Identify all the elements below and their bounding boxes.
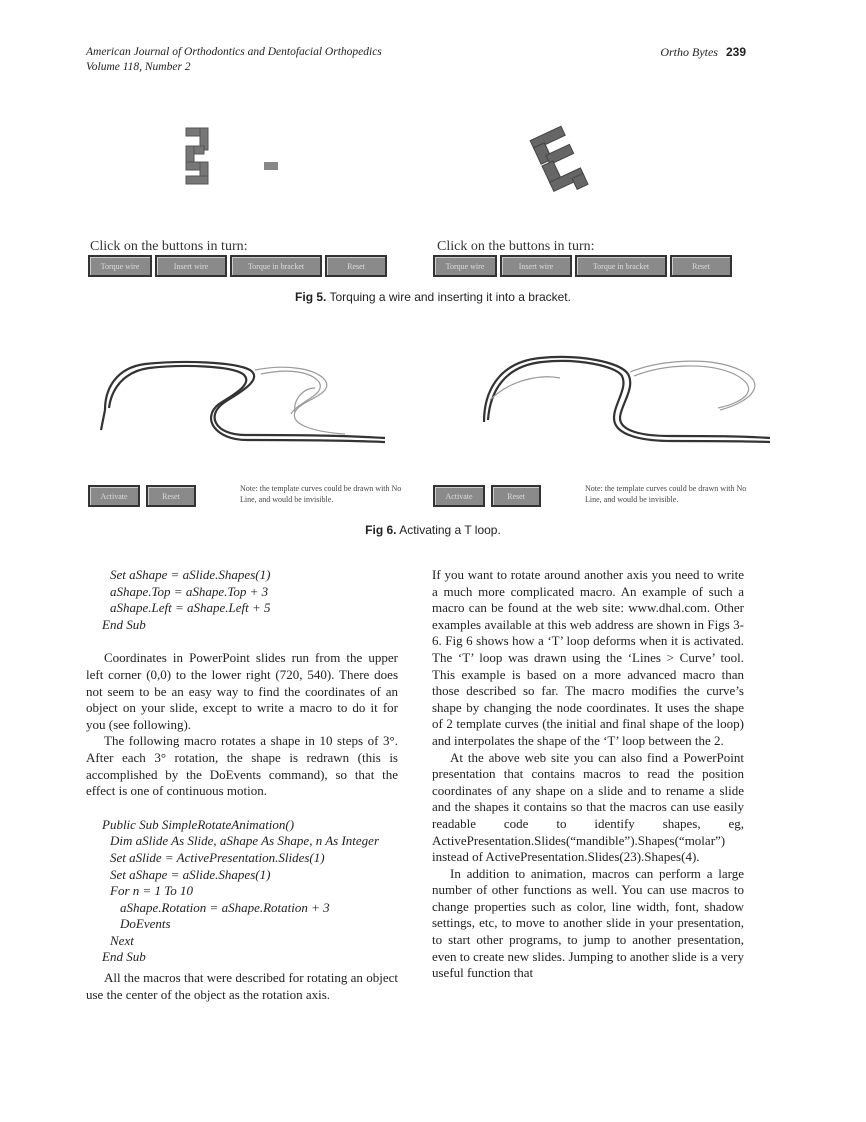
insert-wire-button[interactable]: Insert wire: [500, 255, 572, 277]
paragraph: If you want to rotate around another axis you need to write a much more complicated macro. An example of such a macro can be found at the web site: www.dhal.com. Other examples available at this web address are shown in Figs 3-6. Fig 6 shows how a ‘T’ loop deforms when it is activated. The ‘T’ loop was drawn using the ‘Lines > Curve’ tool. This example is based on a more advanced macro than those described so far. The macro modifies the curve’s shape by changing the node coordinates. It uses the shape of 2 template curves (the initial and final shape of the loop) and interpolates the shape of the ‘T’ loop between the 2.: [432, 567, 744, 748]
paragraph: Coordinates in PowerPoint slides run from the upper left corner (0,0) to the lower right (720, 540). There does not seem to be an easy way to find the coordinates of an object on your slide, except to write a macro to do it for you (see following).: [86, 650, 398, 732]
code-line: Next: [110, 932, 134, 948]
left-column: [86, 567, 398, 1003]
code-block-1: [86, 567, 398, 633]
paragraph: In addition to animation, macros can perform a large number of other functions as well. You can use macros to change properties such as color, line width, font, shadow settings, etc, to move to another slide in your presentation, to start other programs, to jump to another presentation, even to create new slides. Jumping to another slide is a very useful function that: [432, 865, 744, 981]
reset-button[interactable]: Reset: [325, 255, 387, 277]
torque-in-bracket-button[interactable]: Torque in bracket: [230, 255, 322, 277]
paragraph: At the above web site you can also find a PowerPoint presentation that contains macros to read the position coordinates of any shape on a slide and to rename a slide and the shapes it contains so that the macros can use easily readable code to identify shapes, eg, ActivePresentation.Slides(“mandible”).Shapes(“molar”) instead of ActivePresentation.Slides(23).Shapes(4).: [432, 749, 744, 865]
code-line: aShape.Top = aShape.Top + 3: [110, 583, 269, 599]
fig6-caption: [0, 523, 866, 537]
fig5-right-panel-label: Click on the buttons in turn:: [437, 239, 595, 254]
fig5-caption-text: Torquing a wire and inserting it into a bracket.: [329, 290, 571, 304]
code-line: For n = 1 To 10: [110, 883, 194, 899]
fig6-label: Fig 6.: [365, 523, 397, 537]
fig6-tloop-activated-illustration: [470, 340, 790, 455]
code-line: Public Sub SimpleRotateAnimation(): [102, 816, 295, 832]
fig6-caption-text: Activating a T loop.: [399, 523, 501, 537]
fig5-bracket-illustration: [180, 122, 300, 202]
code-line: DoEvents: [120, 916, 171, 932]
fig6-tloop-initial-illustration: [85, 340, 405, 455]
reset-button[interactable]: Reset: [670, 255, 732, 277]
volume-number: Volume 118, Number 2: [86, 61, 191, 73]
code-line: Set aShape = aSlide.Shapes(1): [110, 567, 271, 582]
journal-title: American Journal of Orthodontics and Dentofacial Orthopedics: [86, 46, 382, 58]
fig5-left-panel-label: Click on the buttons in turn:: [90, 239, 248, 254]
activate-button[interactable]: Activate: [433, 485, 485, 507]
fig6-right-note: Note: the template curves could be drawn with No Line, and would be invisible.: [585, 484, 747, 504]
paragraph: All the macros that were described for rotating an object use the center of the object as the rotation axis.: [86, 970, 398, 1002]
activate-button[interactable]: Activate: [88, 485, 140, 507]
page-number: 239: [725, 45, 746, 59]
insert-wire-button[interactable]: Insert wire: [155, 255, 227, 277]
fig5-right-button-row: [433, 255, 732, 277]
fig5-label: Fig 5.: [295, 290, 327, 304]
code-line: Set aSlide = ActivePresentation.Slides(1): [110, 849, 325, 865]
code-line: End Sub: [102, 949, 146, 965]
right-column: [432, 567, 744, 982]
code-line: aShape.Left = aShape.Left + 5: [110, 600, 271, 616]
fig5-left-button-row: [88, 255, 387, 277]
running-header-left: [86, 45, 382, 75]
torque-wire-button[interactable]: Torque wire: [88, 255, 152, 277]
code-line: aShape.Rotation = aShape.Rotation + 3: [120, 899, 330, 915]
reset-button[interactable]: Reset: [491, 485, 541, 507]
code-block-2: [86, 817, 398, 966]
torque-in-bracket-button[interactable]: Torque in bracket: [575, 255, 667, 277]
running-header-right: [660, 45, 746, 60]
torque-wire-button[interactable]: Torque wire: [433, 255, 497, 277]
paragraph: The following macro rotates a shape in 10 steps of 3°. After each 3° rotation, the shape is redrawn (this is accomplished by the DoEvents command), so that the effect is one of continuous motion.: [86, 733, 398, 799]
code-line: Dim aSlide As Slide, aShape As Shape, n As Integer: [110, 833, 380, 849]
fig6-left-note: Note: the template curves could be drawn with No Line, and would be invisible.: [240, 484, 402, 504]
reset-button[interactable]: Reset: [146, 485, 196, 507]
code-line: End Sub: [102, 616, 146, 632]
fig5-torqued-bracket-illustration: [520, 122, 600, 202]
fig6-left-button-row: [88, 485, 196, 507]
section-title: Ortho Bytes: [660, 45, 718, 59]
code-line: Set aShape = aSlide.Shapes(1): [110, 866, 271, 882]
fig6-right-button-row: [433, 485, 541, 507]
fig5-caption: [0, 290, 866, 304]
